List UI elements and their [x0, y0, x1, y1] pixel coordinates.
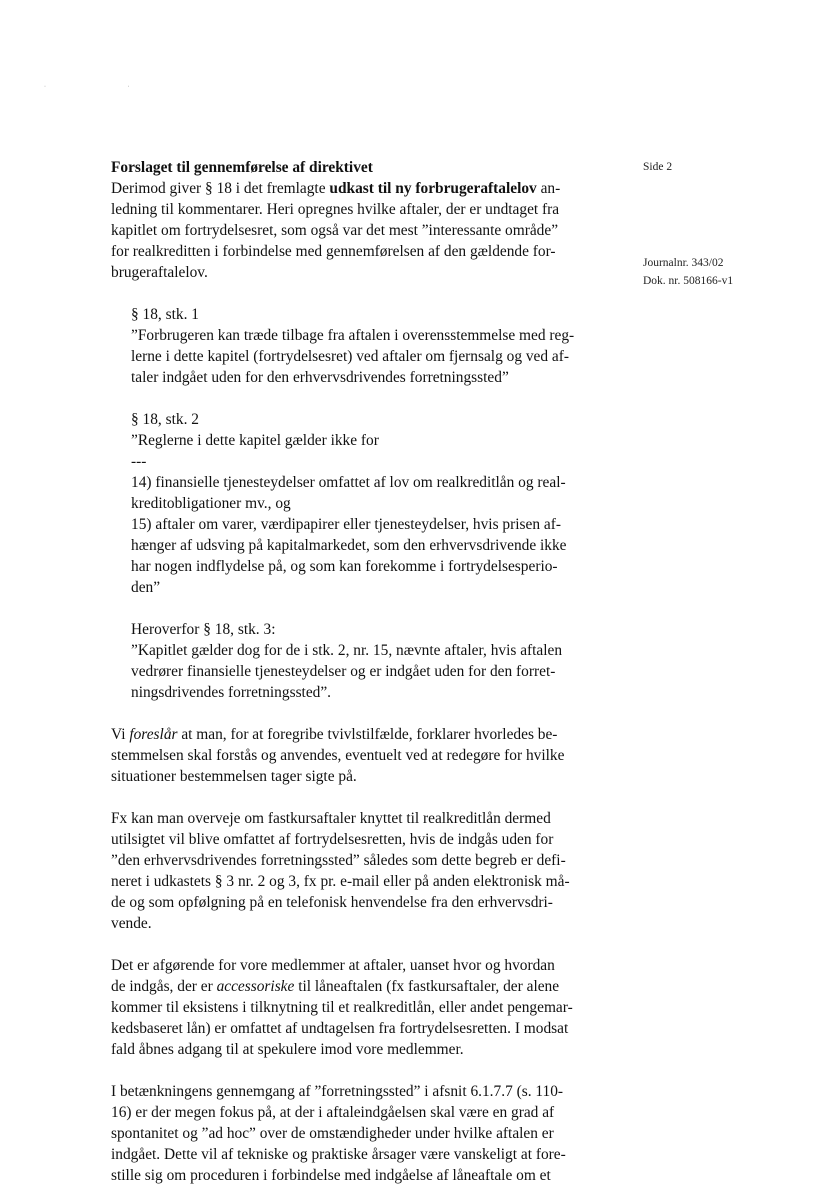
intro-text-a: Derimod giver § 18 i det fremlagte	[111, 180, 330, 197]
quote-stk2	[131, 409, 591, 598]
quote-stk3	[131, 619, 591, 703]
text-line: kapitlet om fortrydelsesret, som også var det mest ”interessante område”	[111, 222, 559, 239]
text-line: indgået. Dette vil af tekniske og praktiske årsager være vanskeligt at fore-	[111, 1146, 566, 1163]
text-line: neret i udkastets § 3 nr. 2 og 3, fx pr. e-mail eller på anden elektronisk må-	[111, 873, 570, 890]
quote-line: taler indgået uden for den erhvervsdrivendes forretningssted”	[131, 369, 509, 386]
text-line: fald åbnes adgang til at spekulere imod vore medlemmer.	[111, 1041, 464, 1058]
quote-reference: Heroverfor § 18, stk. 3:	[131, 621, 276, 638]
report-paragraph	[111, 1081, 591, 1186]
text-line: Det er afgørende for vore medlemmer at aftaler, uanset hvor og hvordan	[111, 957, 555, 974]
members-text-b: til låneaftalen (fx fastkursaftaler, der alene	[294, 978, 560, 995]
text-line: ”den erhvervsdrivendes forretningssted” således som dette begreb er defi-	[111, 852, 566, 869]
quote-line: vedrører finansielle tjenesteydelser og er indgået uden for den forret-	[131, 663, 556, 680]
proposal-paragraph	[111, 724, 591, 787]
text-line: I betænkningens gennemgang af ”forretningssted” i afsnit 6.1.7.7 (s. 110-	[111, 1083, 564, 1100]
quote-reference: § 18, stk. 1	[131, 306, 199, 323]
quote-line: 14) finansielle tjenesteydelser omfattet af lov om realkreditlån og real-	[131, 474, 566, 491]
text-line: Fx kan man overveje om fastkursaftaler knyttet til realkreditlån dermed	[111, 810, 551, 827]
quote-line: ”Forbrugeren kan træde tilbage fra aftalen i overensstemmelse med reg-	[131, 327, 575, 344]
quote-line: lerne i dette kapitel (fortrydelsesret) ved aftaler om fjernsalg og ved af-	[131, 348, 570, 365]
quote-line: ---	[131, 453, 147, 470]
quote-line: har nogen indflydelse på, og som kan forekomme i fortrydelsesperio-	[131, 558, 558, 575]
text-line: kommer til eksistens i tilknytning til et realkreditlån, eller andet pengemar-	[111, 999, 573, 1016]
text-line: vende.	[111, 915, 152, 932]
text-line: stemmelsen skal forstås og anvendes, eventuelt ved at redegøre for hvilke	[111, 747, 565, 764]
section-heading: Forslaget til gennemførelse af direktivet	[111, 159, 373, 176]
proposal-line-1	[111, 724, 591, 745]
text-line: ledning til kommentarer. Heri opregnes hvilke aftaler, der er undtaget fra	[111, 201, 560, 218]
text-line: brugeraftalelov.	[111, 264, 208, 281]
text-line: kedsbaseret lån) er omfattet af undtagelsen fra fortrydelsesretten. I modsat	[111, 1020, 569, 1037]
quote-line: 15) aftaler om varer, værdipapirer eller tjenesteydelser, hvis prisen af-	[131, 516, 561, 533]
document-number: Dok. nr. 508166-v1	[643, 275, 734, 287]
text-line: spontanitet og ”ad hoc” over de omstændigheder under hvilke aftalen er	[111, 1125, 554, 1142]
text-line: de og som opfølgning på en telefonisk henvendelse fra den erhvervsdri-	[111, 894, 553, 911]
page-number: Side 2	[643, 161, 673, 173]
intro-line-1	[111, 178, 591, 199]
text-line: situationer bestemmelsen tager sigte på.	[111, 768, 357, 785]
journal-number: Journalnr. 343/02	[643, 257, 724, 269]
reference-block	[643, 254, 733, 290]
members-line-2	[111, 976, 591, 997]
quote-stk1	[131, 304, 591, 388]
example-paragraph	[111, 808, 591, 934]
quote-line: ”Reglerne i dette kapitel gælder ikke for	[131, 432, 379, 449]
intro-text-b: an-	[536, 180, 561, 197]
intro-paragraph	[111, 178, 591, 283]
quote-line: kreditobligationer mv., og	[131, 495, 291, 512]
quote-reference: § 18, stk. 2	[131, 411, 199, 428]
document-body	[111, 157, 591, 1186]
proposal-text-a: Vi	[111, 726, 130, 743]
text-line: 16) er der megen fokus på, at der i aftaleindgåelsen skal være en grad af	[111, 1104, 555, 1121]
text-line: utilsigtet vil blive omfattet af fortrydelsesretten, hvis de indgås uden for	[111, 831, 554, 848]
members-italic-term: accessoriske	[216, 978, 295, 995]
scan-marks: · ·	[44, 84, 170, 90]
members-paragraph	[111, 955, 591, 1060]
members-text-a: de indgås, der er	[111, 978, 217, 995]
intro-bold-term: udkast til ny forbrugeraftalelov	[329, 180, 537, 197]
text-line: for realkreditten i forbindelse med gennemførelsen af den gældende for-	[111, 243, 556, 260]
proposal-italic-term: foreslår	[129, 726, 178, 743]
quote-line: hænger af udsving på kapitalmarkedet, som den erhvervsdrivende ikke	[131, 537, 567, 554]
quote-line: ”Kapitlet gælder dog for de i stk. 2, nr. 15, nævnte aftaler, hvis aftalen	[131, 642, 563, 659]
quote-line: ningsdrivendes forretningssted”.	[131, 684, 332, 701]
quote-line: den”	[131, 579, 161, 596]
text-line: stille sig om proceduren i forbindelse med indgåelse af låneaftale om et	[111, 1167, 551, 1184]
proposal-text-b: at man, for at foregribe tvivlstilfælde, forklarer hvorledes be-	[177, 726, 558, 743]
